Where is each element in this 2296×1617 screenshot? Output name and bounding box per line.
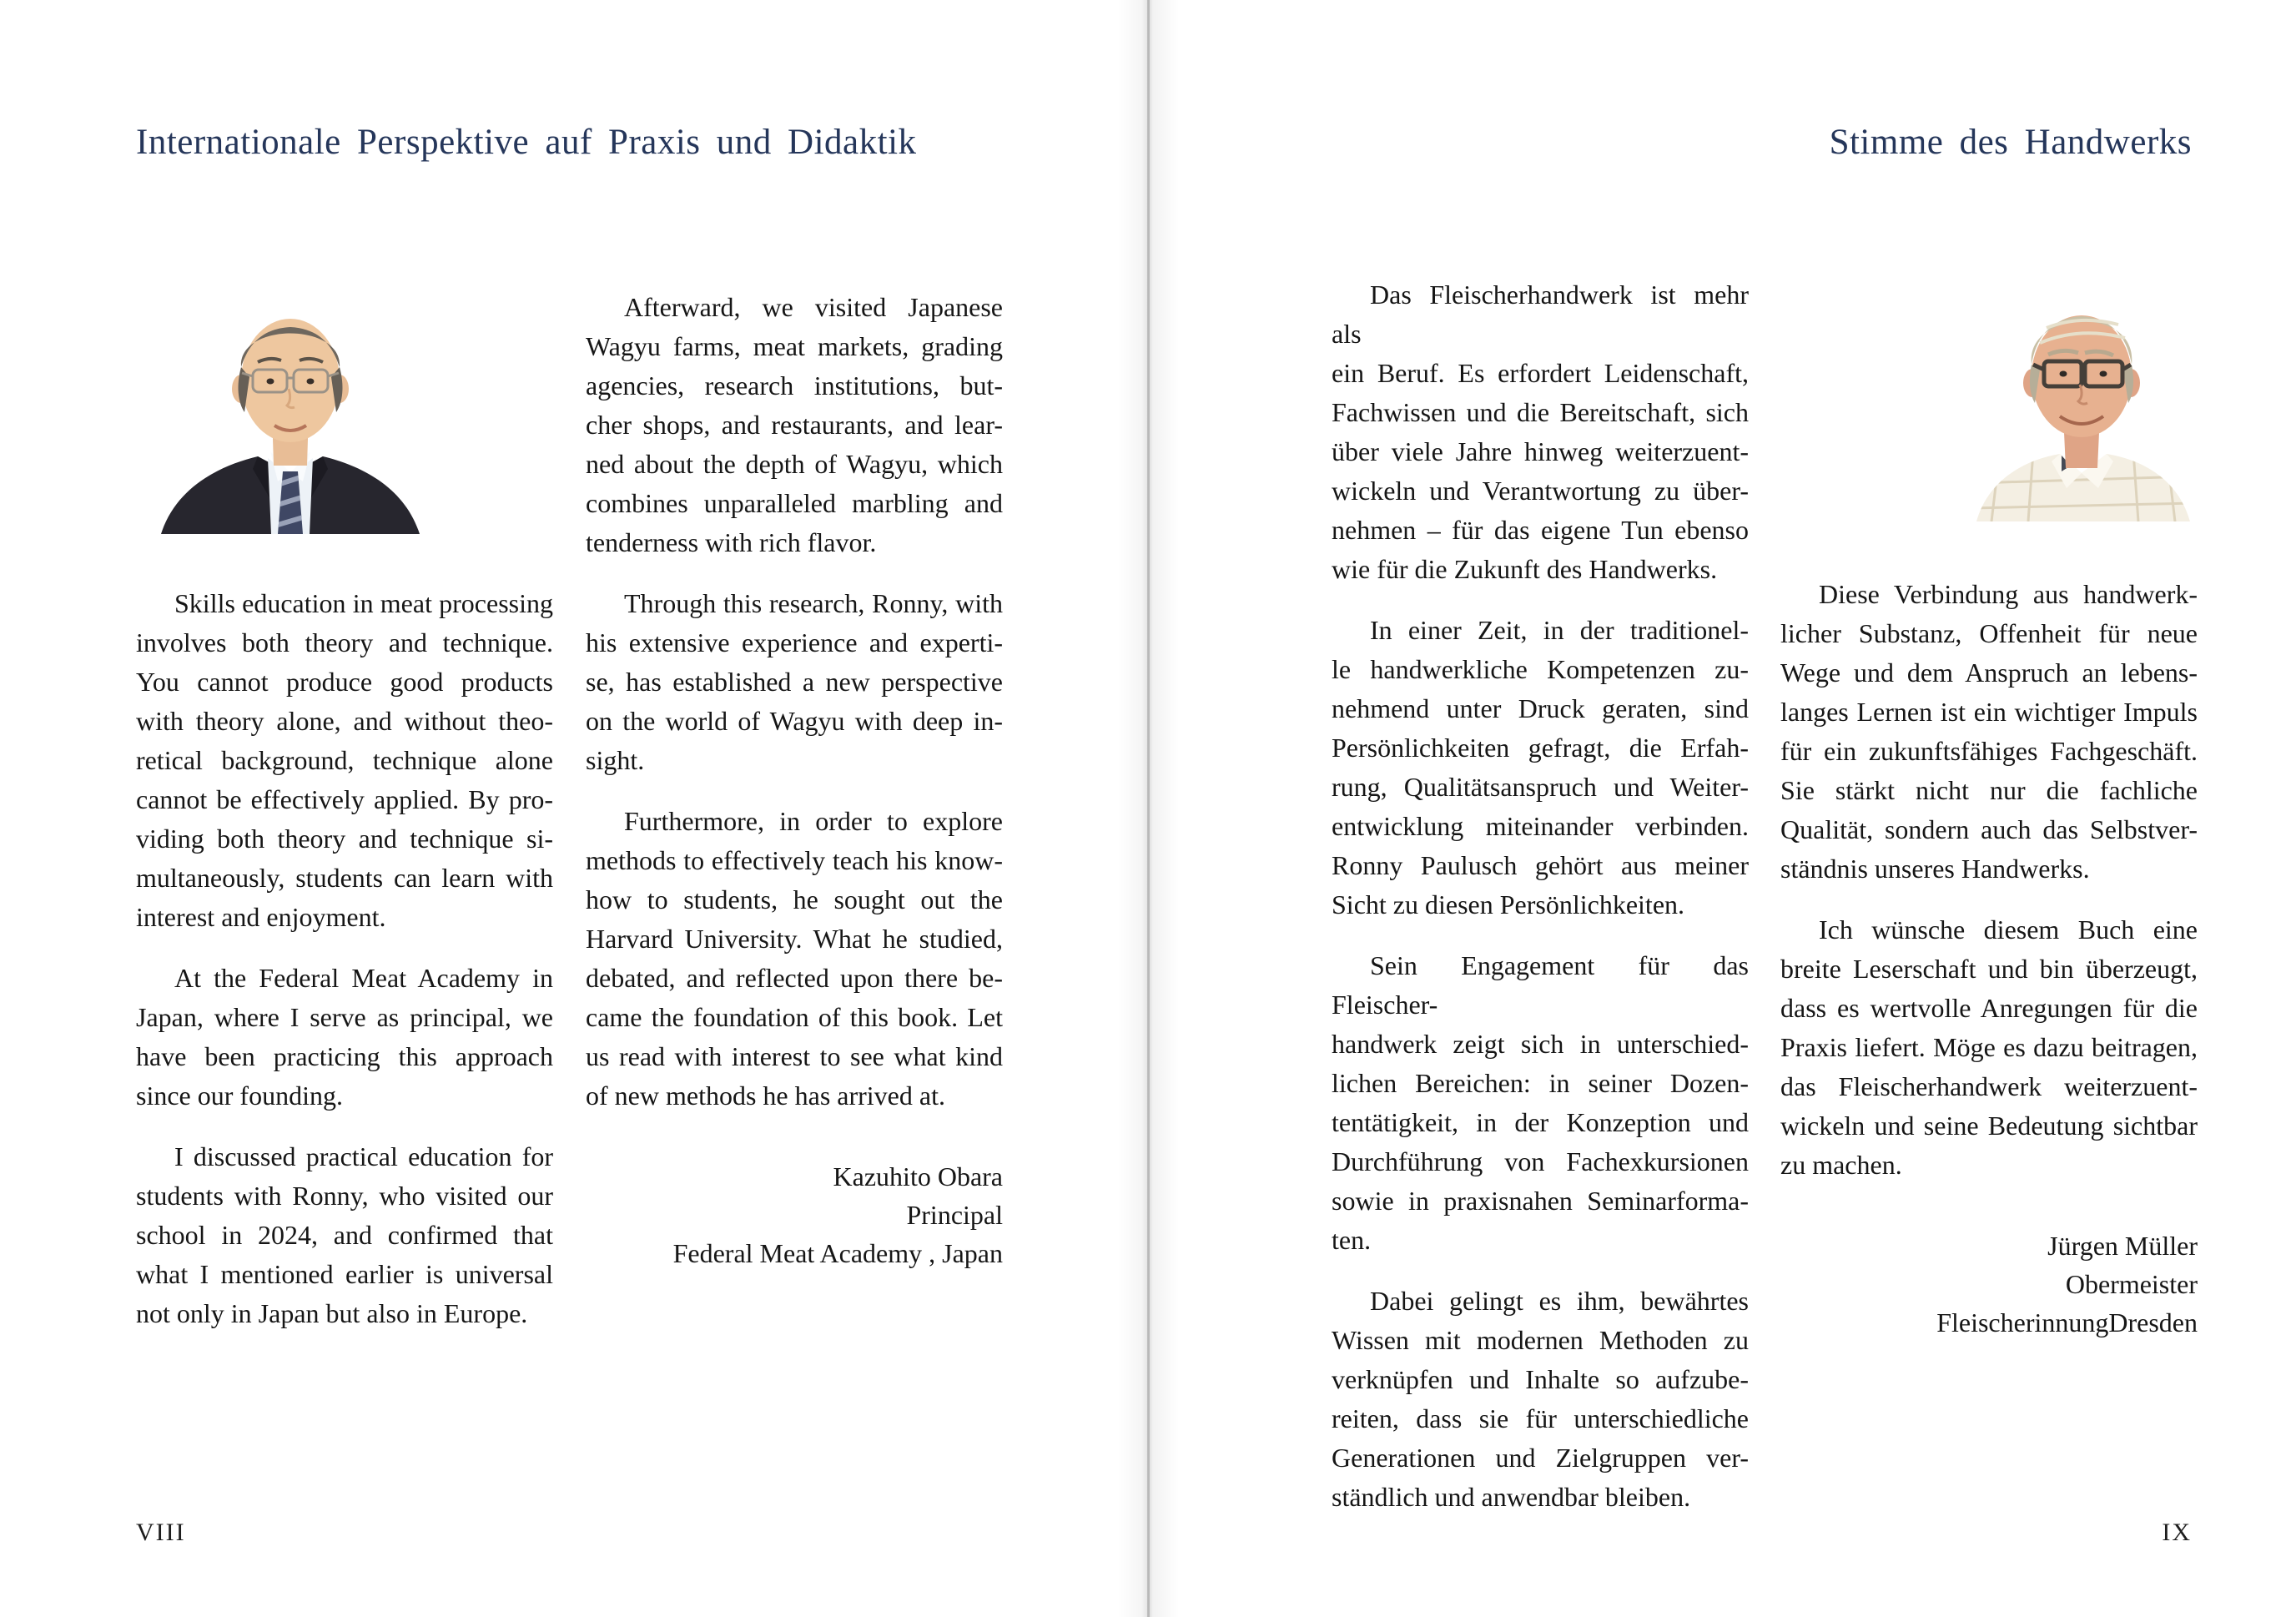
portrait-photo-juergen-mueller bbox=[1966, 276, 2198, 521]
body-paragraph: Sein Engagement für das Fleischer- handwerk zeigt sich in unterschied- lichen Bereichen: in seiner Dozen- tentätigkeit, in der Konzeption und Durchführung von Fachexkursionen sowie in praxisnahen Seminarforma- ten. bbox=[1332, 950, 1749, 1255]
portrait-photo-kazuhito-obara bbox=[136, 280, 445, 534]
page-title-left: Internationale Perspektive auf Praxis und Didaktik bbox=[136, 123, 917, 162]
body-paragraph: Diese Verbindung aus handwerk- licher Substanz, Offenheit für neue Wege und dem Anspruch an lebens- langes Lernen ist ein wichtiger Impuls für ein zukunftsfähiges Fachgeschäft. Sie stärkt nicht nur die fachliche Qualität, sondern auch das Selbstver- ständnis unseres Handwerks. bbox=[1780, 579, 2198, 884]
portrait-illustration-right bbox=[1966, 276, 2198, 521]
page-number-right: IX bbox=[2162, 1519, 2192, 1546]
body-paragraph: At the Federal Meat Academy in Japan, where I serve as principal, we have been practicing this approach since our founding. bbox=[136, 963, 553, 1111]
body-paragraph: Furthermore, in order to explore methods to effectively teach his know- how to students, he sought out the Harvard University. What he studied, debated, and reflected upon there be- came the foundation of this book. Let us read with interest to see what kind of new methods he has arrived at. bbox=[586, 806, 1003, 1111]
left-page-column-2 bbox=[586, 288, 1003, 1272]
body-paragraph: Das Fleischerhandwerk ist mehr als ein Beruf. Es erfordert Leidenschaft, Fachwissen und die Bereitschaft, sich über viele Jahre hinweg weiterzuent- wickeln und Verantwortung zu über- nehmen – für das eigene Tun ebenso wie für die Zukunft des Handwerks. bbox=[1332, 280, 1749, 584]
body-paragraph: Afterward, we visited Japanese Wagyu farms, meat markets, grading agencies, research institutions, but- cher shops, and restaurants, and lear- ned about the depth of Wagyu, which combines unparalleled marbling and tenderness with rich flavor. bbox=[586, 292, 1003, 557]
right-page-column-2 bbox=[1780, 276, 2198, 1342]
body-paragraph: Through this research, Ronny, with his extensive experience and experti- se, has established a new perspective on the world of Wagyu with deep in- sight. bbox=[586, 588, 1003, 775]
signature-block-juergen-mueller: Jürgen Müller Obermeister FleischerinnungDresden bbox=[1936, 1231, 2198, 1337]
body-paragraph: Skills education in meat processing involves both theory and technique. You cannot produce good products with theory alone, and without theo- retical background, technique alone cannot be effectively applied. By pro- viding both theory and technique si- multaneously, students can learn with interest and enjoyment. bbox=[136, 588, 553, 932]
body-paragraph: Ich wünsche diesem Buch eine breite Leserschaft und bin überzeugt, dass es wertvolle Anregungen für die Praxis liefert. Möge es dazu beitragen, das Fleischerhandwerk weiterzuent- wickeln und seine Bedeutung sichtbar zu machen. bbox=[1780, 914, 2198, 1180]
signature-block-kazuhito-obara: Kazuhito Obara Principal Federal Meat Academy , Japan bbox=[672, 1161, 1003, 1268]
page-number-left: VIII bbox=[136, 1519, 186, 1546]
body-paragraph: Dabei gelingt es ihm, bewährtes Wissen mit modernen Methoden zu verknüpfen und Inhalte so aufzube- reiten, dass sie für unterschiedliche Generationen und Zielgruppen ver- ständlich und anwendbar bleiben. bbox=[1332, 1286, 1749, 1512]
page-title-right: Stimme des Handwerks bbox=[1829, 123, 2192, 162]
body-paragraph: I discussed practical education for students with Ronny, who visited our school in 2024, and confirmed that what I mentioned earlier is universal not only in Japan but also in Europe. bbox=[136, 1141, 553, 1328]
body-paragraph: In einer Zeit, in der traditionel- le handwerkliche Kompetenzen zu- nehmend unter Druck geraten, sind Persönlichkeiten gefragt, die Erfah- rung, Qualitätsanspruch und Weiter- entwicklung miteinander verbinden. Ronny Paulusch gehört aus meiner Sicht zu diesen Persönlichkeiten. bbox=[1332, 615, 1749, 919]
left-page-column-1 bbox=[136, 280, 553, 1333]
book-gutter-shadow bbox=[1117, 0, 1179, 1617]
right-page-column-1 bbox=[1332, 275, 1749, 1517]
portrait-illustration-left bbox=[136, 280, 445, 534]
